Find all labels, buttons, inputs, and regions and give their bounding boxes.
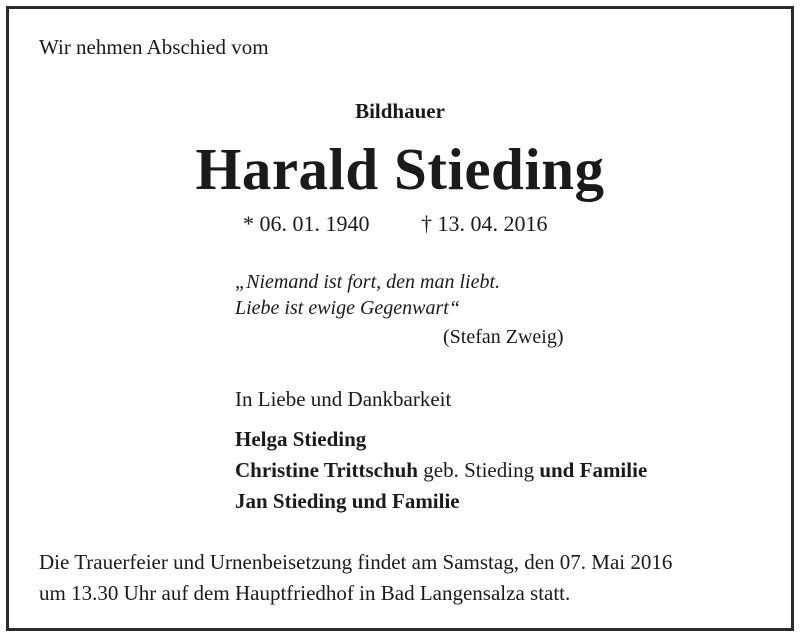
obituary-notice (6, 6, 794, 631)
deceased-name: Harald Stieding (195, 136, 605, 202)
quote-author: (Stefan Zweig) (443, 326, 564, 348)
quote-line-2: Liebe ist ewige Gegenwart“ (235, 297, 460, 319)
mourner-2-family: und Familie (539, 458, 648, 482)
mourner-2-maiden: geb. Stieding (418, 458, 540, 482)
funeral-info-line-1: Die Trauerfeier und Urnenbeisetzung findet am Samstag, den 07. Mai 2016 (39, 550, 673, 574)
closing-phrase: In Liebe und Dankbarkeit (235, 387, 452, 411)
mourner-2 (235, 458, 647, 483)
mourner-1: Helga Stieding (235, 427, 367, 451)
mourner-2-name: Christine Trittschuh (235, 458, 418, 482)
intro-text: Wir nehmen Abschied vom (39, 35, 269, 59)
death-date: † 13. 04. 2016 (421, 211, 548, 236)
occupation: Bildhauer (355, 99, 445, 123)
quote-line-1: „Niemand ist fort, den man liebt. (235, 271, 500, 293)
mourner-3: Jan Stieding und Familie (235, 489, 460, 513)
birth-date: * 06. 01. 1940 (243, 211, 370, 236)
funeral-info-line-2: um 13.30 Uhr auf dem Hauptfriedhof in Bad Langensalza statt. (39, 581, 571, 605)
